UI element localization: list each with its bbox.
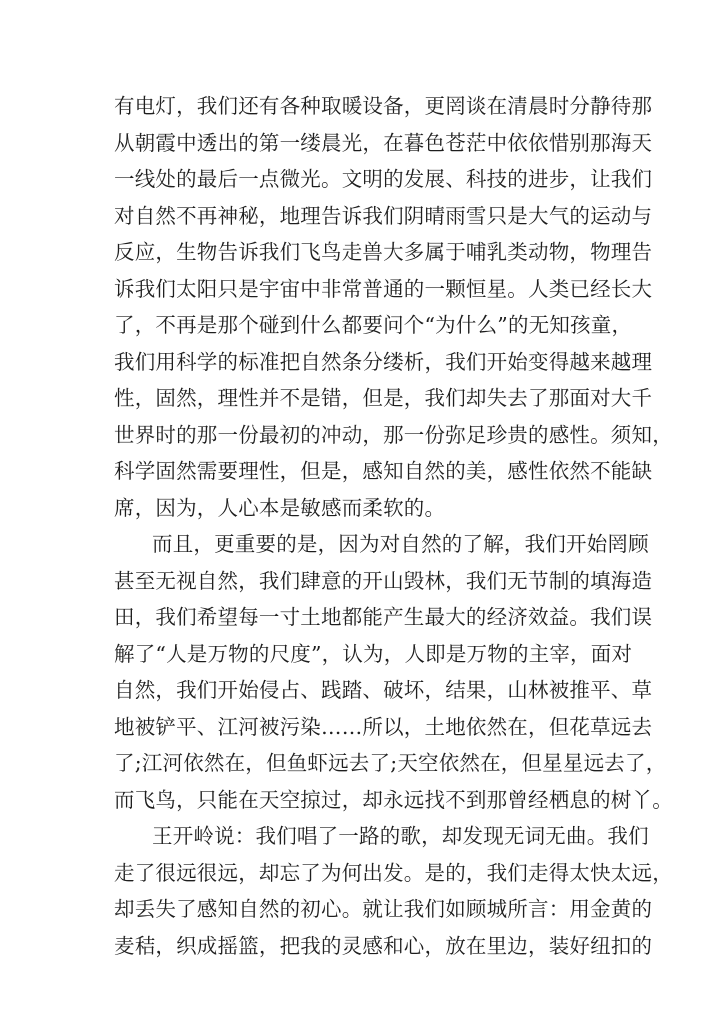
text-line: 甚至无视自然，我们肆意的开山毁林，我们无节制的填海造 <box>114 568 653 593</box>
text-line: 对自然不再神秘，地理告诉我们阴晴雨雪只是大气的运动与 <box>114 203 653 228</box>
text-line: 走了很远很远，却忘了为何出发。是的，我们走得太快太远， <box>114 860 673 885</box>
text-line: 解了“人是万物的尺度”，认为，人即是万物的主宰，面对 <box>114 641 633 666</box>
text-line: 了;江河依然在，但鱼虾远去了;天空依然在，但星星远去了， <box>114 751 667 775</box>
text-line: 一线处的最后一点微光。文明的发展、科技的进步，让我们 <box>114 167 653 191</box>
text-line: 王开岭说：我们唱了一路的歌，却发现无词无曲。我们 <box>152 824 649 848</box>
text-line: 从朝霞中透出的第一缕晨光，在暮色苍茫中依依惜别那海天 <box>114 130 653 155</box>
essay-text <box>114 88 673 964</box>
text-line: 席，因为，人心本是敏感而柔软的。 <box>114 495 446 520</box>
text-line: 科学固然需要理性，但是，感知自然的美，感性依然不能缺 <box>114 459 653 483</box>
text-line: 了，不再是那个碰到什么都要问个“为什么”的无知孩童， <box>114 313 633 337</box>
text-line: 却丢失了感知自然的初心。就让我们如顾城所言：用金黄的 <box>114 897 653 921</box>
text-line: 有电灯，我们还有各种取暖设备，更罔谈在清晨时分静待那 <box>114 94 653 118</box>
text-line: 自然，我们开始侵占、践踏、破坏，结果，山林被推平、草 <box>114 678 653 702</box>
text-line: 地被铲平、江河被污染……所以，土地依然在，但花草远去 <box>114 714 653 739</box>
text-line: 麦秸，织成摇篮，把我的灵感和心，放在里边，装好纽扣的 <box>114 933 653 958</box>
text-line: 田，我们希望每一寸土地都能产生最大的经济效益。我们误 <box>114 605 653 629</box>
text-line: 性，固然，理性并不是错，但是，我们却失去了那面对大千 <box>114 386 653 410</box>
text-line: 而飞鸟，只能在天空掠过，却永远找不到那曾经栖息的树丫。 <box>114 787 673 812</box>
text-line: 而且，更重要的是，因为对自然的了解，我们开始罔顾 <box>152 532 649 556</box>
text-line: 我们用科学的标准把自然条分缕析，我们开始变得越来越理 <box>114 349 653 374</box>
text-line: 诉我们太阳只是宇宙中非常普通的一颗恒星。人类已经长大 <box>114 276 653 301</box>
text-line: 世界时的那一份最初的冲动，那一份弥足珍贵的感性。须知， <box>114 422 673 447</box>
text-line: 反应，生物告诉我们飞鸟走兽大多属于哺乳类动物，物理告 <box>114 240 653 264</box>
